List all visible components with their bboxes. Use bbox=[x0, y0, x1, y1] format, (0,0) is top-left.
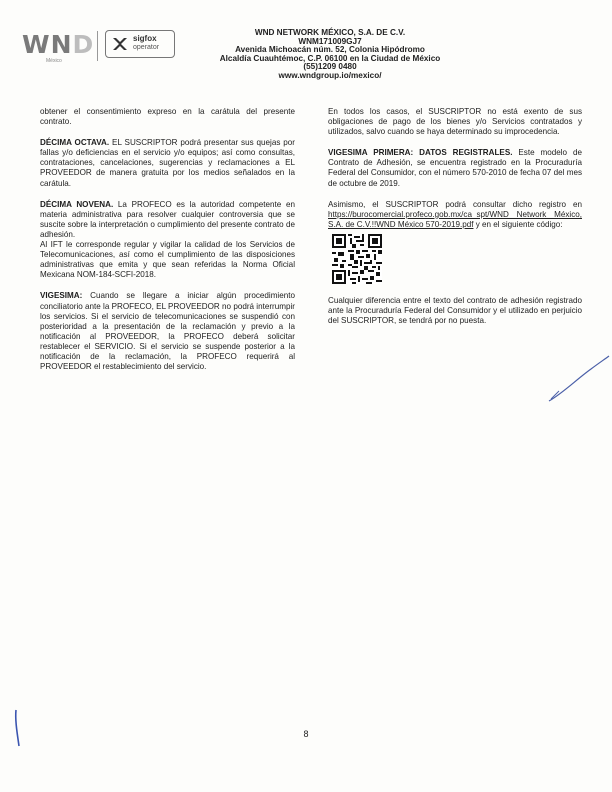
clause-vigesima bbox=[40, 291, 295, 372]
clause-differences: Cualquier diferencia entre el texto del contrato de adhesión registrado ante la Procuraduría Federal del Consumidor y el utilizado en perjuicio del SUSCRIPTOR, se tendrá por no puesta. bbox=[328, 295, 582, 326]
company-info bbox=[175, 29, 485, 81]
company-website: www.wndgroup.io/mexico/ bbox=[278, 70, 382, 80]
company-address: Avenida Michoacán núm. 52, Colonia Hipódromo bbox=[235, 45, 425, 55]
clause-heading: VIGESIMA PRIMERA: DATOS REGISTRALES. bbox=[328, 148, 513, 158]
signature-stroke bbox=[545, 355, 611, 405]
sigfox-name: sigfox bbox=[133, 34, 157, 43]
company-name: WND NETWORK MÉXICO, S.A. DE C.V. bbox=[254, 28, 406, 37]
clause-decima-novena bbox=[40, 200, 295, 240]
clause-registry: Asimismo, el SUSCRIPTOR podrá consultar dicho registro en https://burocomercial.profeco.gob.mx/ca_spt/WND Network México, S.A. de C.V.!!WND México 570-2019.pdf y en el siguiente código: bbox=[328, 199, 582, 229]
company-phone: (55)1209 0480 bbox=[303, 62, 357, 72]
page-number: 8 bbox=[303, 729, 309, 739]
margin-pen-mark bbox=[10, 708, 24, 748]
clause-continuation: obtener el consentimiento expreso en la carátula del presente contrato. bbox=[40, 107, 295, 127]
registry-link[interactable]: https://burocomercial.profeco.gob.mx/ca_spt/WND Network México, S.A. de C.V.!!WND México 570-2019.pdf bbox=[328, 209, 582, 229]
left-column bbox=[40, 107, 295, 383]
clause-body: La PROFECO es la autoridad competente en materia administrativa para resolver cualquier controversia que se suscite sobre la interpretación o cumplimiento del presente contrato de adhesión. bbox=[40, 199, 295, 239]
clause-ift: Al IFT le corresponde regular y vigilar la calidad de los Servicios de Telecomunicaciones, así como el cumplimiento de las disposiciones administrativas que emita y que sean referidas la Norma Oficial Mexicana NOM-184-SCFI-2018. bbox=[40, 240, 295, 280]
right-column bbox=[328, 107, 582, 337]
qr-code-icon bbox=[332, 234, 382, 284]
clause-obligations: En todos los casos, el SUSCRIPTOR no está exento de sus obligaciones de pago de los bienes y/o Servicios contratados y utilizados, salvo cuando se haya determinado su improcedencia. bbox=[328, 107, 582, 137]
clause-body: Cuando se llegare a iniciar algún procedimiento conciliatorio ante la PROFECO, EL PROVEEDOR no podrá interrumpir los servicios. Si el servicio de telecomunicaciones se suspendió con posterioridad a la presentación de la reclamación y previo a la notificación al PROVEEDOR, la PROFECO deberá solicitar restablecer el SERVICIO. Si el servicio se suspende posterior a la notificación de la reclamación, la PROFECO requerirá al PROVEEDOR el restablecimiento del servicio. bbox=[40, 291, 295, 372]
logo-divider bbox=[97, 31, 98, 61]
clause-decima-octava bbox=[40, 138, 295, 188]
wnd-logo: WND bbox=[22, 30, 95, 59]
company-city: Alcaldía Cuauhtémoc, C.P. 06100 en la Ciudad de México bbox=[219, 53, 441, 63]
clause-vigesima-primera bbox=[328, 148, 582, 188]
sigfox-badge bbox=[105, 30, 175, 58]
clause-body: Este modelo de Contrato de Adhesión, se encuentra registrado en la Procuraduría Federal del Consumidor, con el número 570-2010 de fecha 07 del mes de octubre de 2019. bbox=[328, 148, 582, 188]
clause-heading: VIGESIMA: bbox=[40, 291, 83, 301]
clause-heading: DÉCIMA NOVENA. bbox=[40, 199, 114, 209]
company-rfc: WNM171009GJ7 bbox=[298, 36, 362, 46]
wnd-logo-subtext: México bbox=[46, 58, 62, 64]
sigfox-icon bbox=[111, 36, 129, 52]
sigfox-operator: operator bbox=[133, 44, 160, 51]
clause-heading: DÉCIMA OCTAVA. bbox=[40, 138, 110, 148]
clause-body: EL SUSCRIPTOR podrá presentar sus quejas por fallas y/o deficiencias en el servicio y/o equipos; así como consultas, contrataciones, cancelaciones, sugerencias y reclamaciones a EL PROVEEDOR de manera gratuita por los medios señalados en la carátula. bbox=[40, 138, 296, 188]
letterhead bbox=[0, 0, 612, 100]
